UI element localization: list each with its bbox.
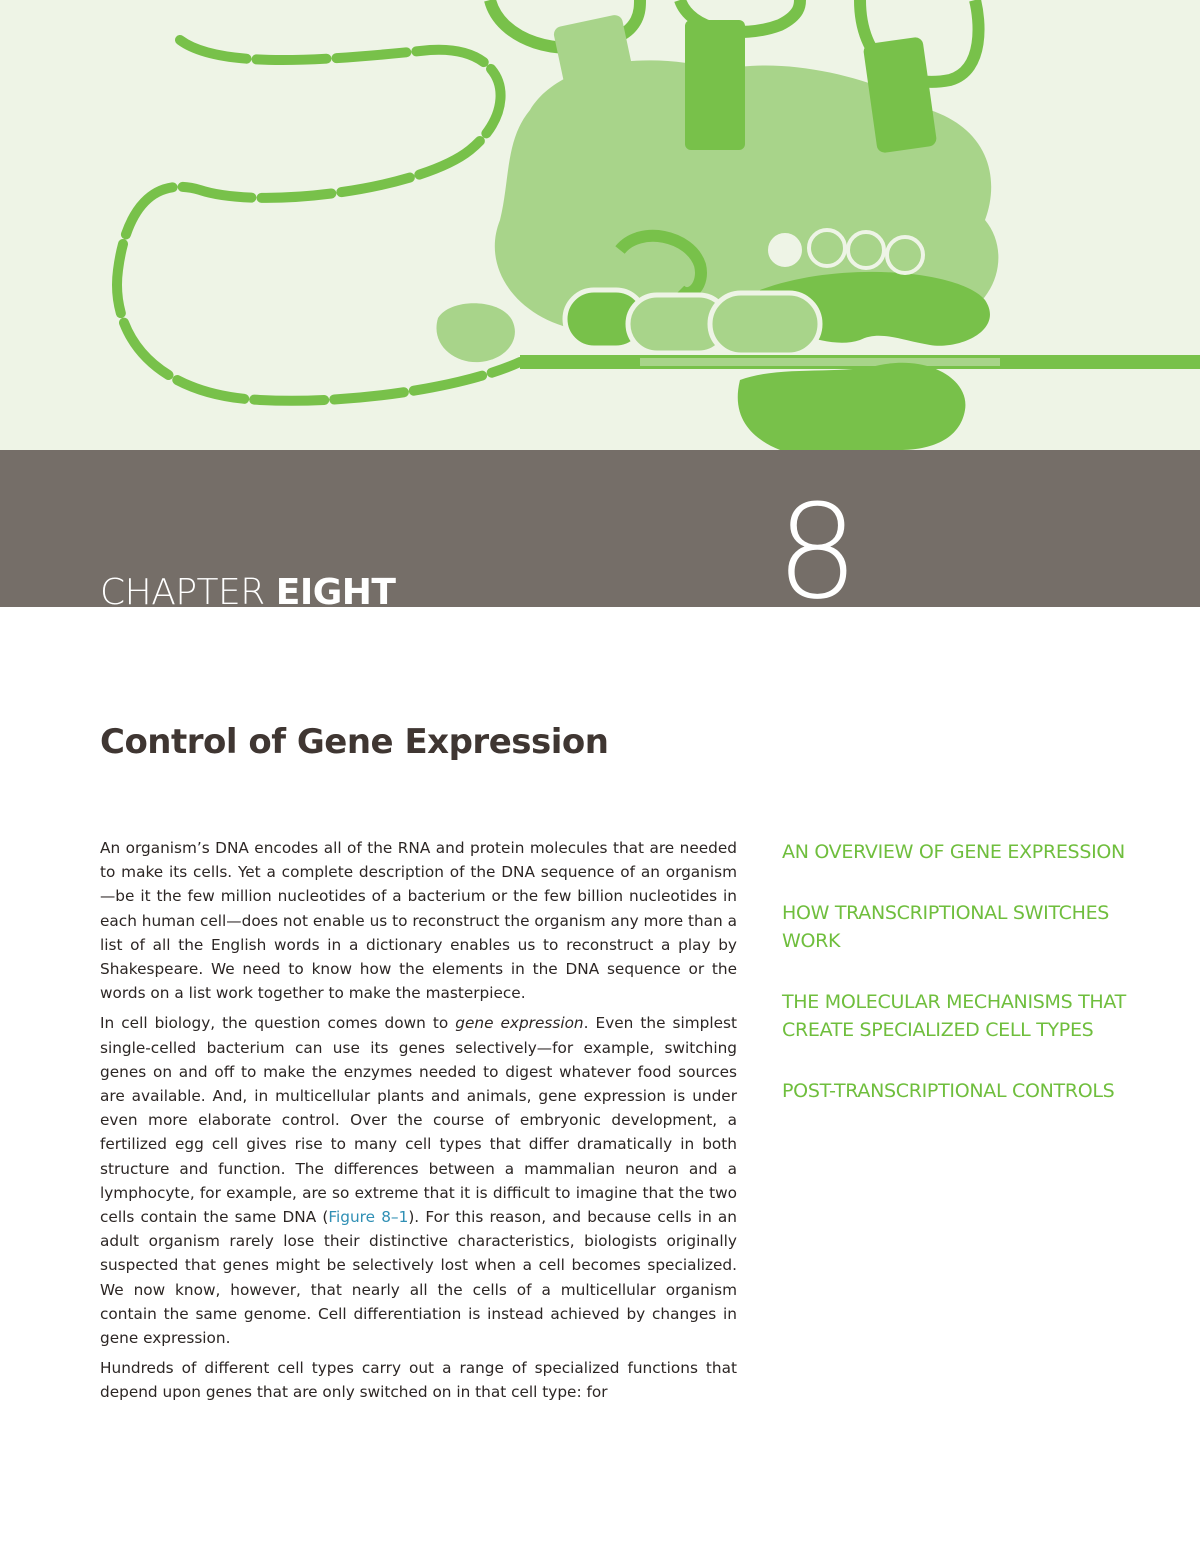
chapter-number: 8	[776, 476, 859, 628]
chapter-illustration	[0, 0, 1200, 450]
key-term: gene expression	[455, 1014, 584, 1033]
chapter-label	[100, 572, 396, 613]
body-text	[100, 836, 737, 1411]
page-title: Control of Gene Expression	[100, 722, 609, 762]
toc-item-overview[interactable]: AN OVERVIEW OF GENE EXPRESSION	[782, 841, 1125, 863]
bead	[765, 230, 805, 270]
paragraph: Hundreds of different cell types carry out a range of specialized functions that depend upon genes that are only switched on in that cell type: for	[100, 1359, 737, 1402]
dna-helix-highlight	[640, 358, 1000, 366]
toc-item-post-transcriptional[interactable]: POST-TRANSCRIPTIONAL CONTROLS	[782, 1080, 1115, 1102]
chapter-ordinal: EIGHT	[275, 572, 396, 613]
lower-protein	[738, 363, 966, 450]
paragraph	[100, 1011, 737, 1350]
toc-item-transcriptional-switches[interactable]: HOW TRANSCRIPTIONAL SWITCHES WORK	[782, 902, 1110, 952]
toc-item-molecular-mechanisms[interactable]: THE MOLECULAR MECHANISMS THAT CREATE SPECIALIZED CELL TYPES	[782, 991, 1126, 1041]
bead	[848, 232, 884, 268]
chapter-word: CHAPTER	[100, 572, 276, 613]
bead	[887, 237, 923, 273]
text-run: ). For this reason, and because cells in an adult organism rarely lose their distinctive characteristics, biologists originally suspected that genes might be selectively lost when a cell becomes specialized. We now know, however, that nearly all the cells of a multicellular organism contain the same genome. Cell differentiation is instead achieved by changes in gene expression.	[100, 1208, 737, 1348]
chapter-contents	[782, 838, 1162, 1138]
paragraph: An organism’s DNA encodes all of the RNA and protein molecules that are needed to make its cells. Yet a complete description of the DNA sequence of an organism—be it the few million nucleotides of a bacterium or the few billion nucleotides in each human cell—does not enable us to reconstruct the organism any more than a list of all the English words in a dictionary enables us to reconstruct a play by Shakespeare. We need to know how the elements in the DNA sequence or the words on a list work together to make the masterpiece.	[100, 839, 737, 1003]
gene-expression-illustration	[0, 0, 1200, 450]
text-run: . Even the simplest single-celled bacterium can use its genes selectively—for example, switching genes on and off to make the enzymes needed to digest whatever food sources are available. And, in multicellular plants and animals, gene expression is under even more elaborate control. Over the course of embryonic development, a fertilized egg cell gives rise to many cell types that differ dramatically in both structure and function. The differences between a mammalian neuron and a lymphocyte, for example, are so extreme that it is difficult to imagine that the two cells contain the same DNA (	[100, 1014, 737, 1227]
text-run: In cell biology, the question comes down to	[100, 1014, 456, 1033]
stalk-mid	[685, 20, 745, 150]
bead	[809, 230, 845, 266]
figure-link[interactable]: Figure 8–1	[328, 1208, 409, 1227]
capsule	[710, 293, 820, 355]
